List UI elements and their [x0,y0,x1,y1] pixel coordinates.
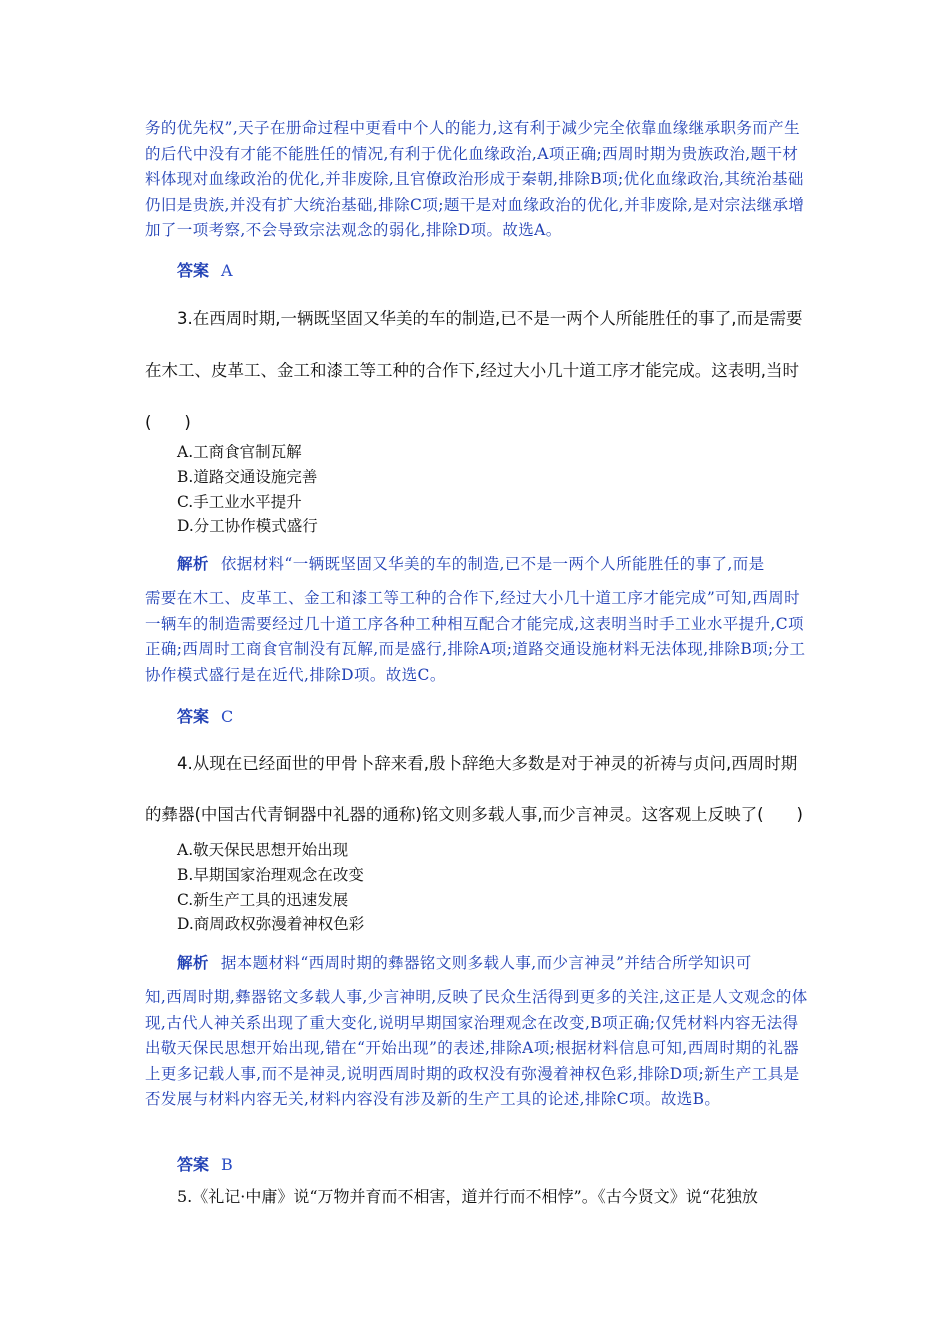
option-c: C.新生产工具的迅速发展 [177,890,349,909]
question-3-line-1: 3.在西周时期,一辆既坚固又华美的车的制造,已不是一两个人所能胜任的事了,而是需要 [177,309,803,328]
answer-label: 答案 [177,261,210,280]
option-c: C.手工业水平提升 [177,492,302,511]
q3-answer [177,704,233,727]
question-5 [145,1184,810,1210]
question-3-analysis-first-line: 解析 依据材料“一辆既坚固又华美的车的制造,已不是一两个人所能胜任的事了,而是 [177,555,765,573]
question-3 [145,306,810,436]
question-4 [145,751,810,828]
analysis-label: 解析 [177,954,209,972]
question-4-line-1: 4.从现在已经面世的甲骨卜辞来看,殷卜辞绝大多数是对于神灵的祈祷与贞问,西周时期 [177,754,798,773]
q2-analysis-continuation: 务的优先权”,天子在册命过程中更看中个人的能力,这有利于减少完全依靠血缘继承职务而产生的后代中没有才能不能胜任的情况,有利于优化血缘政治,A项正确;西周时期为贵族政治,题干材料体现对血缘政治的优化,并非废除,且官僚政治形成于秦朝,排除B项;优化血缘政治,其统治基础仍旧是贵族,并没有扩大统治基础,排除C项;题干是对血缘政治的优化,并非废除,是对宗法继承增加了一项考察,不会导致宗法观念的弱化,排除D项。故选A。 [145,119,805,239]
q4-answer [177,1152,233,1175]
question-3-analysis [145,552,810,688]
option-a: A.工商食官制瓦解 [177,443,302,461]
question-3-analysis-body: 需要在木工、皮革工、金工和漆工等工种的合作下,经过大小几十道工序才能完成”可知,西周时一辆车的制造需要经过几十道工序各种工种相互配合才能完成,这表明当时手工业水平提升,C项正确;西周时工商食官制没有瓦解,而是盛行,排除A项;道路交通设施材料无法体现,排除B项;分工协作模式盛行是在近代,排除D项。故选C。 [145,589,806,684]
option-d: D.商周政权弥漫着神权色彩 [177,915,365,934]
question-3-line-3: ( ) [145,413,191,432]
answer-value: C [221,707,234,726]
question-4-options [177,838,364,937]
question-4-analysis-first-line: 解析 据本题材料“西周时期的彝器铭文则多载人事,而少言神灵”并结合所学知识可 [177,954,752,972]
question-5-line-1: 5.《礼记·中庸》说“万物并育而不相害，道并行而不相悖”。《古今贤文》说“花独放 [177,1187,758,1206]
question-3-line-2: 在木工、皮革工、金工和漆工等工种的合作下,经过大小几十道工序才能完成。这表明,当时 [145,361,799,380]
option-b: B.道路交通设施完善 [177,467,318,486]
answer-label: 答案 [177,707,210,726]
answer-value: B [221,1155,233,1174]
answer-label: 答案 [177,1155,210,1174]
option-a: A.敬天保民思想开始出现 [177,841,349,859]
question-4-analysis-body: 知,西周时期,彝器铭文多载人事,少言神明,反映了民众生活得到更多的关注,这正是人文观念的体现,古代人神关系出现了重大变化,说明早期国家治理观念在改变,B项正确;仅凭材料内容无法得出敬天保民思想开始出现,错在“开始出现”的表述,排除A项;根据材料信息可知,西周时期的礼器上更多记载人事,而不是神灵,说明西周时期的政权没有弥漫着神权色彩,排除D项;新生产工具是否发展与材料内容无关,材料内容没有涉及新的生产工具的论述,排除C项。故选B。 [145,988,808,1108]
answer-value: A [221,261,233,280]
q2-answer [177,258,233,281]
question-4-analysis [145,951,810,1113]
analysis-label: 解析 [177,555,209,573]
question-4-line-2: 的彝器(中国古代青铜器中礼器的通称)铭文则多载人事,而少言神灵。这客观上反映了( ) [145,805,803,824]
option-b: B.早期国家治理观念在改变 [177,865,364,884]
option-d: D.分工协作模式盛行 [177,517,318,536]
question-3-options [177,440,318,539]
